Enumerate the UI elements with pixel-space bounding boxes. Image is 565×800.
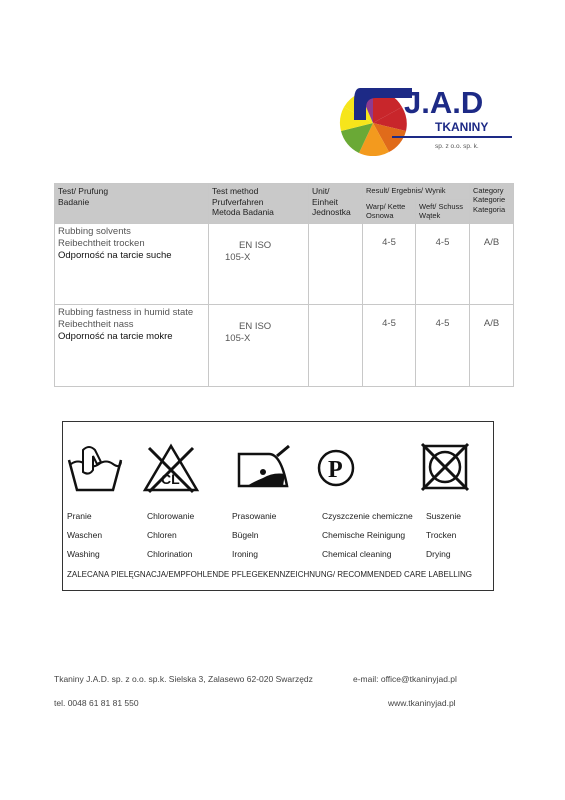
svg-text:P: P	[328, 457, 343, 483]
header-warp: Warp/ Kette Osnowa	[363, 200, 416, 224]
header-category: Category Kategorie Kategoria	[470, 184, 514, 224]
header-result: Result/ Ergebnis/ Wynik	[363, 184, 470, 200]
washing-icon	[65, 442, 125, 494]
iron-icon	[233, 442, 291, 494]
chlorination-labels: Chlorowanie Chloren Chlorination	[147, 511, 195, 559]
test-name-cell: Rubbing solvents Reibechtheit trocken Odporność na tarcie suche	[55, 224, 209, 305]
footer-phone: tel. 0048 61 81 81 550	[54, 698, 139, 708]
dry-clean-p-icon	[316, 442, 356, 494]
table-row	[55, 305, 514, 387]
footer-website[interactable]: www.tkaninyjad.pl	[388, 698, 456, 708]
ironing-labels: Prasowanie Bügeln Ironing	[232, 511, 277, 559]
no-chlorine-bleach-icon	[141, 442, 201, 494]
footer-address: Tkaniny J.A.D. sp. z o.o. sp.k. Sielska 3, Zalasewo 62-020 Swarzędz	[54, 674, 313, 684]
table-row	[55, 224, 514, 305]
no-tumble-dry-icon	[420, 442, 470, 494]
logo-name: TKANINY	[435, 120, 489, 134]
header-method: Test method Prufverfahren Metoda Badania	[209, 184, 309, 224]
test-results-table	[54, 183, 514, 387]
header-weft: Weft/ Schuss Wątek	[416, 200, 470, 224]
test-name-cell: Rubbing fastness in humid state Reibechtheit nass Odporność na tarcie mokre	[55, 305, 209, 387]
method-cell: EN ISO 105-X	[209, 224, 309, 305]
logo-suffix: sp. z o.o. sp. k.	[435, 143, 479, 150]
category-cell: A/B	[470, 305, 514, 387]
method-cell: EN ISO 105-X	[209, 305, 309, 387]
footer-email[interactable]: e-mail: office@tkaninyjad.pl	[353, 674, 457, 684]
header-unit: Unit/ Einheit Jednostka	[309, 184, 363, 224]
drying-labels: Suszenie Trocken Drying	[426, 511, 461, 559]
warp-cell: 4-5	[363, 305, 416, 387]
washing-labels: Pranie Waschen Washing	[67, 511, 103, 559]
weft-cell: 4-5	[416, 224, 470, 305]
care-label-box	[62, 421, 494, 591]
unit-cell	[309, 305, 363, 387]
logo-brand: J.A.D	[404, 85, 484, 120]
care-recommendation: ZALECANA PIELĘGNACJA/EMPFOHLENDE PFLEGEKENNZEICHNUNG/ RECOMMENDED CARE LABELLING	[67, 570, 472, 579]
category-cell: A/B	[470, 224, 514, 305]
warp-cell: 4-5	[363, 224, 416, 305]
header-test: Test/ Prufung Badanie	[55, 184, 209, 224]
dry-cleaning-labels: Czyszczenie chemiczne Chemische Reinigung Chemical cleaning	[322, 511, 413, 559]
svg-text:CL: CL	[161, 471, 180, 487]
company-logo	[336, 80, 516, 156]
weft-cell: 4-5	[416, 305, 470, 387]
unit-cell	[309, 224, 363, 305]
